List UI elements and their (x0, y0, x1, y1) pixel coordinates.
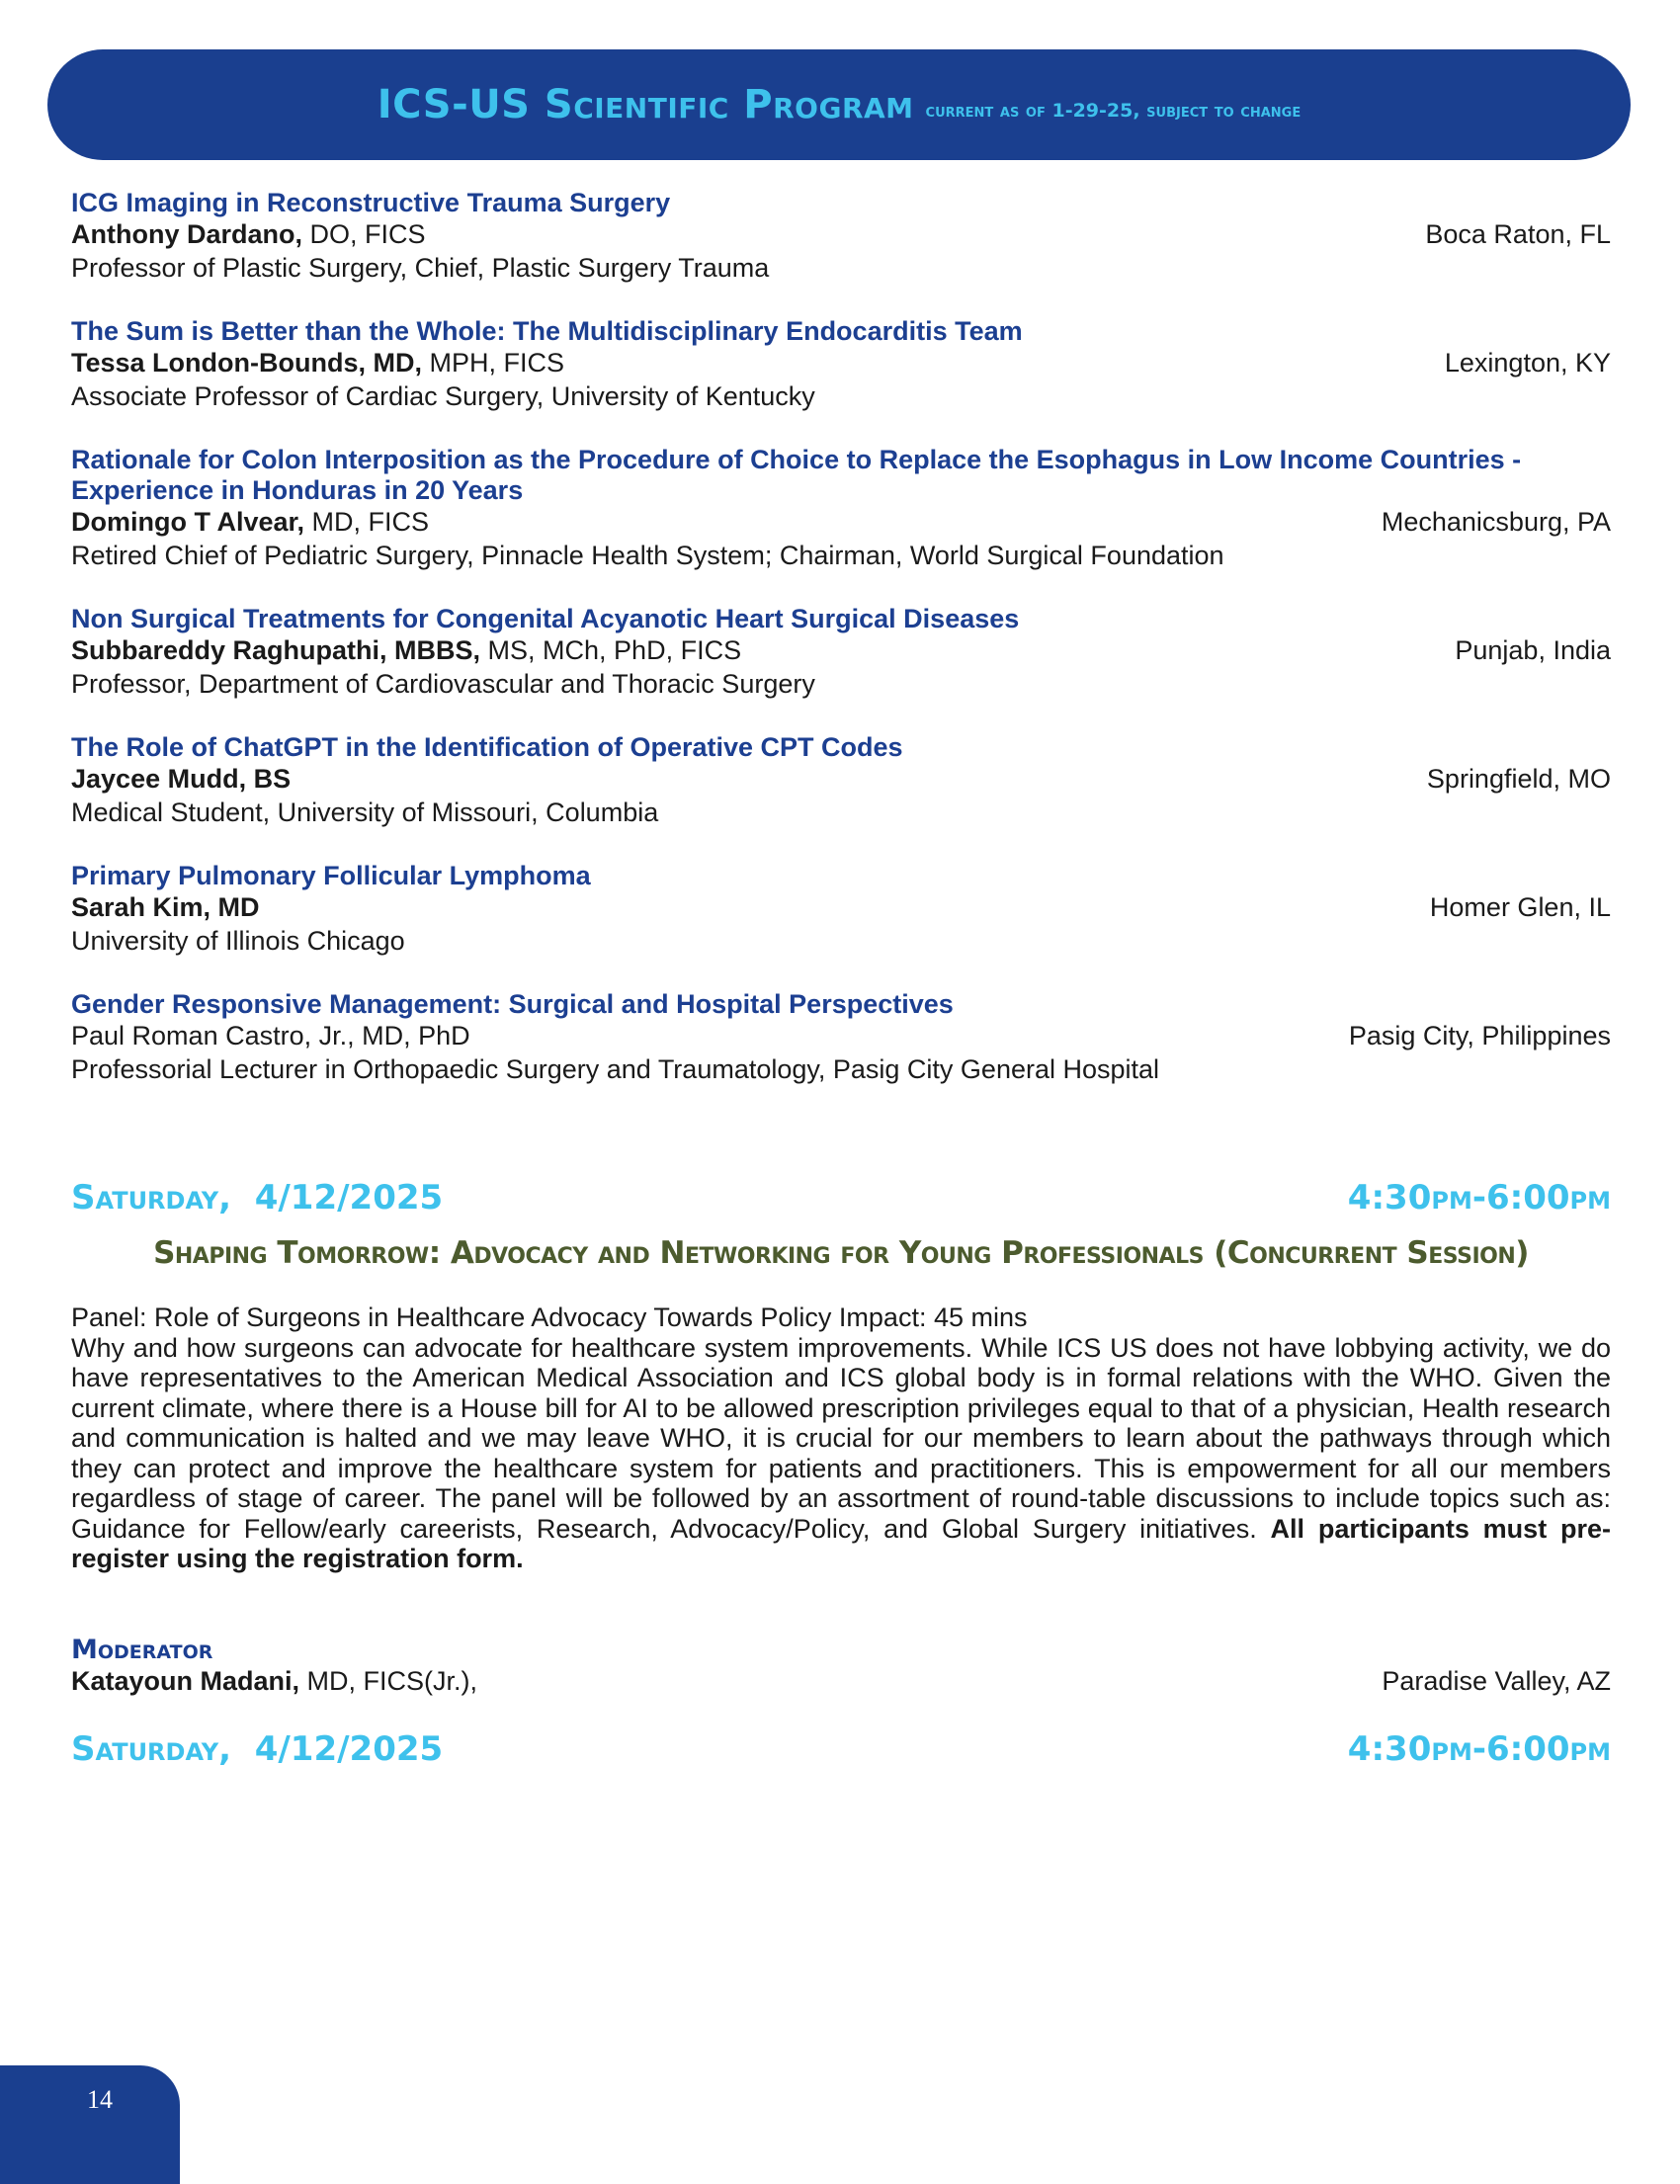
speaker-name: Sarah Kim, MD (71, 892, 260, 922)
speaker-location: Lexington, KY (1444, 348, 1611, 378)
speaker-location: Mechanicsburg, PA (1381, 507, 1611, 537)
panel-block (71, 1302, 1611, 1574)
talk-item (71, 861, 1611, 958)
speaker-name: Anthony Dardano, DO, FICS (71, 219, 426, 249)
page-number-tab (0, 2065, 180, 2184)
talk-list (71, 188, 1611, 1118)
speaker-affiliation: Retired Chief of Pediatric Surgery, Pinnacle Health System; Chairman, World Surgical Foundation (71, 541, 1224, 570)
talk-item (71, 188, 1611, 285)
speaker-name: Subbareddy Raghupathi, MBBS, MS, MCh, PhD, FICS (71, 635, 742, 665)
moderator-label: Moderator (71, 1635, 213, 1665)
program-title: ICS-US Scientific Program (377, 82, 914, 127)
talk-title: Primary Pulmonary Follicular Lymphoma (71, 861, 591, 890)
speaker-row (71, 347, 1611, 379)
speaker-location: Punjab, India (1455, 635, 1611, 665)
speaker-affiliation: Medical Student, University of Missouri, Columbia (71, 798, 659, 827)
speaker-name: Jaycee Mudd, BS (71, 764, 292, 794)
speaker-name: Tessa London-Bounds, MD, MPH, FICS (71, 348, 564, 378)
talk-title: Non Surgical Treatments for Congenital Acyanotic Heart Surgical Diseases (71, 604, 1020, 633)
talk-item (71, 316, 1611, 413)
talk-title: Gender Responsive Management: Surgical and Hospital Perspectives (71, 989, 954, 1019)
speaker-row (71, 218, 1611, 251)
session-time: 4:30pm-6:00pm (1347, 1178, 1611, 1218)
talk-title: The Role of ChatGPT in the Identification of Operative CPT Codes (71, 732, 903, 762)
speaker-name: Domingo T Alvear, MD, FICS (71, 507, 430, 537)
speaker-name: Paul Roman Castro, Jr., MD, PhD (71, 1021, 470, 1050)
session-date-row (71, 1178, 1611, 1218)
talk-title: The Sum is Better than the Whole: The Multidisciplinary Endocarditis Team (71, 316, 1023, 346)
panel-heading: Panel: Role of Surgeons in Healthcare Advocacy Towards Policy Impact: 45 mins (71, 1302, 1028, 1332)
program-subtitle: current as of 1-29-25, subject to change (925, 100, 1302, 122)
moderator-row (71, 1665, 1611, 1698)
speaker-location: Boca Raton, FL (1425, 219, 1611, 249)
speaker-location: Springfield, MO (1426, 764, 1611, 794)
talk-item (71, 445, 1611, 572)
speaker-affiliation: Professorial Lecturer in Orthopaedic Surgery and Traumatology, Pasig City General Hospital (71, 1054, 1160, 1084)
register-note: All participants must pre-register using the registration form. (71, 1513, 1611, 1573)
panel-description: Why and how surgeons can advocate for healthcare system improvements. While ICS US does not have lobbying activity, we do have representatives to the American Medical Association and ICS global body is in formal relations with the WHO. Given the current climate, where there is a House bill for AI to be allowed prescription privileges equal to that of a physician, Health research and communication is halted and we may leave WHO, it is crucial for our members to learn about the pathways through which they can protect and improve the healthcare system for patients and practitioners. This is empowerment for all our members regardless of stage of career. The panel will be followed by an assortment of round-table discussions to include topics such as: Guidance for Fellow/early careerists, Research, Advocacy/Policy, and Global Surgery initiatives. All participants must pre-register using the registration form. (71, 1332, 1611, 1573)
talk-title: Rationale for Colon Interposition as the Procedure of Choice to Replace the Esophagus in Low Income Countries - Experience in Honduras in 20 Years (71, 445, 1522, 505)
speaker-row (71, 763, 1611, 796)
speaker-location: Homer Glen, IL (1429, 892, 1611, 922)
speaker-row (71, 634, 1611, 667)
moderator-location: Paradise Valley, AZ (1382, 1666, 1611, 1696)
talk-item (71, 989, 1611, 1086)
speaker-row (71, 506, 1611, 539)
talk-title: ICG Imaging in Reconstructive Trauma Surgery (71, 188, 671, 217)
session-date: Saturday, 4/12/2025 (71, 1729, 444, 1769)
speaker-affiliation: Professor, Department of Cardiovascular and Thoracic Surgery (71, 669, 815, 699)
speaker-location: Pasig City, Philippines (1348, 1021, 1611, 1050)
session-date: Saturday, 4/12/2025 (71, 1178, 444, 1218)
speaker-row (71, 891, 1611, 924)
speaker-affiliation: Professor of Plastic Surgery, Chief, Plastic Surgery Trauma (71, 253, 770, 283)
talk-item (71, 604, 1611, 701)
page-number: 14 (87, 2085, 113, 2114)
speaker-affiliation: University of Illinois Chicago (71, 926, 405, 956)
program-header-banner (47, 49, 1631, 160)
moderator-name: Katayoun Madani, MD, FICS(Jr.), (71, 1666, 478, 1696)
session-title: Shaping Tomorrow: Advocacy and Networking for Young Professionals (Concurrent Session) (153, 1235, 1529, 1271)
speaker-affiliation: Associate Professor of Cardiac Surgery, University of Kentucky (71, 381, 815, 411)
session-time: 4:30pm-6:00pm (1347, 1729, 1611, 1769)
speaker-row (71, 1020, 1611, 1052)
talk-item (71, 732, 1611, 829)
moderator-block (71, 1635, 1611, 1698)
session-date-row (71, 1729, 1611, 1769)
